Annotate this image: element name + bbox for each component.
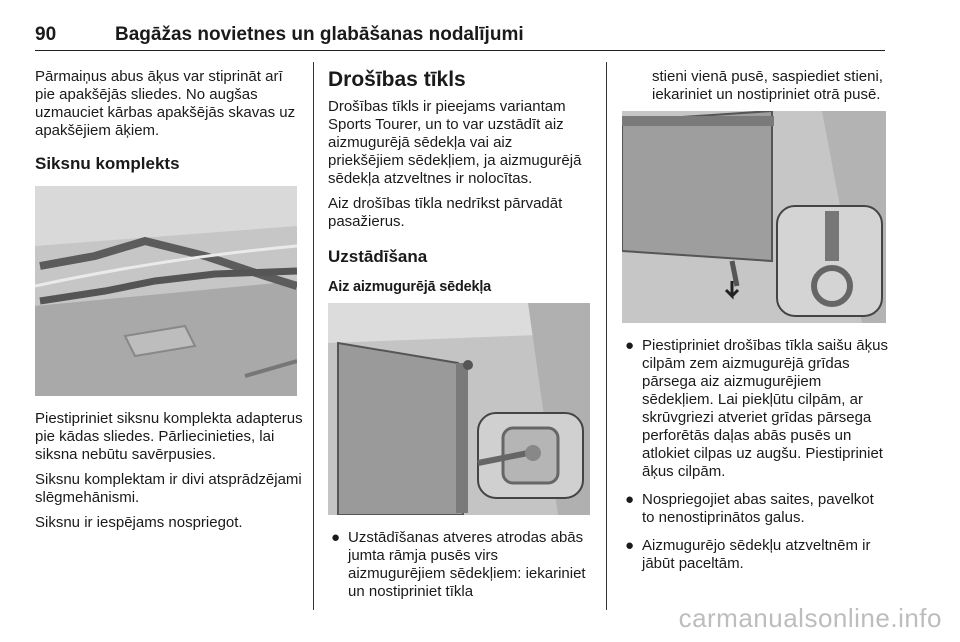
column-left xyxy=(35,68,303,539)
bullet-item xyxy=(622,491,890,527)
safety-net-paragraph-1: Drošības tīkls ir pieejams variantam Sports Tourer, un to var uzstādīt aiz aizmugurējā sēdekļa vai aiz priekšējiem sēdekļiem, ja aizmugurējā sēdekļa atzveltnes ir nolocītas. xyxy=(328,98,582,187)
column-divider xyxy=(313,62,314,610)
bullet-mark: ● xyxy=(625,491,635,508)
bullet-text: Piestipriniet drošības tīkla saišu āķus cilpām zem aizmugurējā grīdas pārsega aiz aizmugurējiem sēdekļiem. Lai piekļūtu cilpām, ar skrūvgriezi atveriet grīdas pārsega perforētās daļas abās pusēs un atlokiet cilpas uz augšu. Piestipriniet āķus cilpām. xyxy=(642,337,888,480)
page-number: 90 xyxy=(35,24,57,45)
bullet-item xyxy=(622,337,890,481)
safety-net-paragraph-2: Aiz drošības tīkla nedrīkst pārvadāt pasažierus. xyxy=(328,195,563,230)
strap-kit-paragraph-2: Siksnu komplektam ir divi atsprādzējami slēgmehānismi. xyxy=(35,471,302,506)
strap-kit-paragraph-1: Piestipriniet siksnu komplekta adapterus pie kādas sliedes. Pārliecinieties, lai siksna nebūtu savērpusies. xyxy=(35,410,303,463)
strap-kit-illustration xyxy=(35,186,297,396)
bullet-item xyxy=(622,537,890,573)
bullet-text: Aizmugurējo sēdekļu atzveltnēm ir jābūt paceltām. xyxy=(642,537,871,572)
continued-paragraph: stieni vienā pusē, saspiediet stieni, iekariniet un nostipriniet otrā pusē. xyxy=(652,68,883,103)
installation-heading: Uzstādīšana xyxy=(328,247,428,266)
section-heading-strap-kit: Siksnu komplekts xyxy=(35,154,180,173)
bullet-item xyxy=(328,529,590,601)
bullet-mark: ● xyxy=(625,537,635,554)
bullet-text: Uzstādīšanas atveres atrodas abās jumta rāmja pusēs virs aizmugurējiem sēdekļiem: iekariniet un nostipriniet tīkla xyxy=(348,529,586,600)
safety-net-roof-illustration xyxy=(328,303,590,515)
bullet-text: Nospriegojiet abas saites, pavelkot to nenostiprinātos galus. xyxy=(642,491,874,526)
intro-paragraph: Pārmaiņus abus āķus var stiprināt arī pie apakšējās sliedes. No augšas uzmauciet kārbas apakšējās skavas uz apakšējiem āķiem. xyxy=(35,68,296,139)
column-divider xyxy=(606,62,607,610)
strap-kit-paragraph-3: Siksnu ir iespējams nospriegot. xyxy=(35,514,243,531)
column-middle xyxy=(328,68,590,611)
safety-net-hook-illustration xyxy=(622,111,886,323)
column-right xyxy=(622,68,890,583)
watermark: carmanualsonline.info xyxy=(678,603,942,633)
bullet-mark: ● xyxy=(625,337,635,354)
page-header xyxy=(35,24,885,51)
bullet-mark: ● xyxy=(331,529,341,546)
section-title-safety-net: Drošības tīkls xyxy=(328,68,466,91)
chapter-title: Bagāžas novietnes un glabāšanas nodalījumi xyxy=(115,24,524,45)
behind-rear-seat-subheading: Aiz aizmugurējā sēdekļa xyxy=(328,279,492,295)
